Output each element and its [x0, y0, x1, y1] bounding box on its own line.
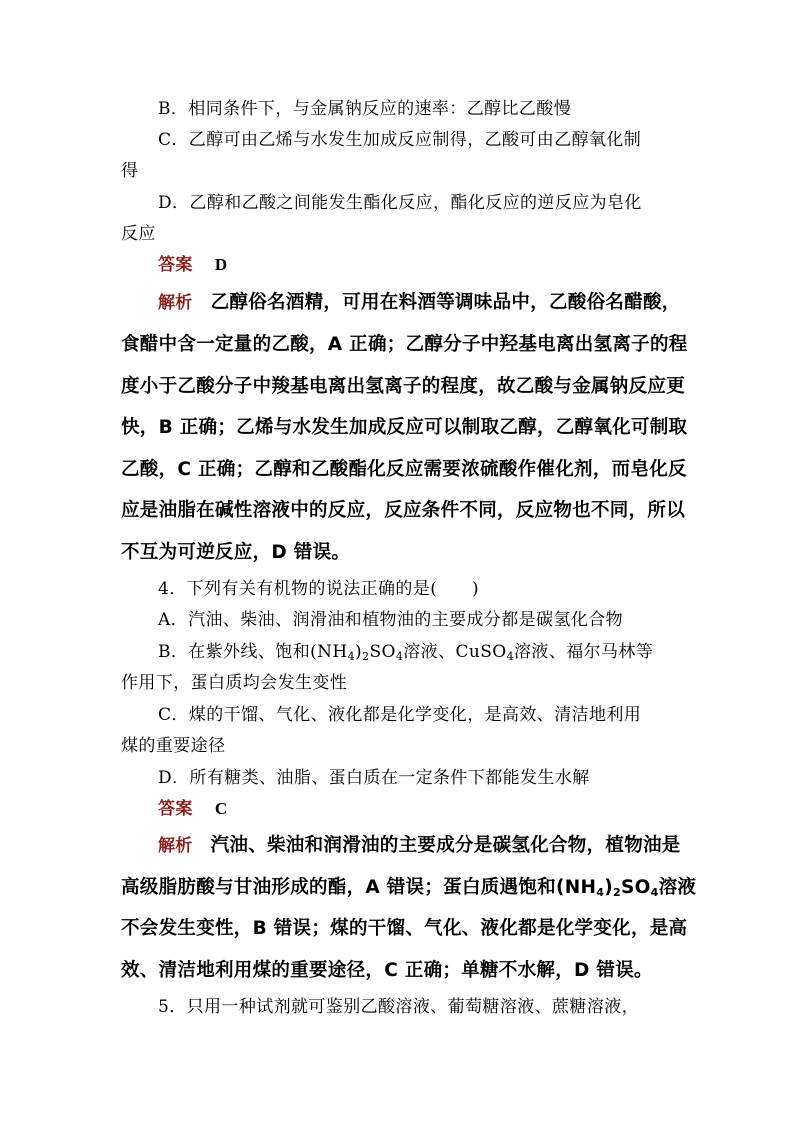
- q4-option-b-line1: B．在紫外线、饱和$(NH_4)_2SO_4$溶液、CuSO$_4$溶液、福尔马林等: [158, 642, 654, 663]
- explanation-label: 解析: [158, 836, 193, 856]
- q4-explanation-line: 高级脂肪酸与甘油形成的酯，A 错误；蛋白质遇饱和$(NH_4)_2SO_4$溶液: [121, 877, 697, 899]
- explanation-label: 解析: [158, 293, 193, 313]
- q3-explanation-line: 乙酸，C 正确；乙醇和乙酸酯化反应需要浓硫酸作催化剂，而皂化反: [121, 459, 687, 480]
- q4-explanation-line: 解析 汽油、柴油和润滑油的主要成分是碳氢化合物，植物油是: [158, 835, 681, 856]
- q3-explanation-line: 不互为可逆反应，D 错误。: [121, 542, 351, 563]
- q3-answer: [158, 254, 228, 276]
- q4-answer: [158, 798, 228, 820]
- q3-explanation-line: 食醋中含一定量的乙酸，A 正确；乙醇分子中羟基电离出氢离子的程: [121, 334, 688, 355]
- q4-option-c-line2: 煤的重要途径: [121, 736, 226, 756]
- q3-option-c-line1: C．乙醇可由乙烯与水发生加成反应制得，乙酸可由乙醇氧化制: [158, 130, 642, 150]
- q4-explanation-line: 效、清洁地利用煤的重要途径，C 正确；单糖不水解，D 错误。: [121, 960, 653, 981]
- q3-explanation-line: 解析 乙醇俗名酒精，可用在料酒等调味品中，乙酸俗名醋酸，: [158, 292, 681, 313]
- q4-option-d: D．所有糖类、油脂、蛋白质在一定条件下都能发生水解: [158, 768, 590, 788]
- q3-option-b: B．相同条件下，与金属钠反应的速率：乙醇比乙酸慢: [158, 99, 572, 119]
- q3-explanation-line: 快，B 正确；乙烯与水发生加成反应可以制取乙醇，乙醇氧化可制取: [121, 417, 688, 438]
- q4-option-c-line1: C．煤的干馏、气化、液化都是化学变化，是高效、清洁地利用: [158, 705, 642, 725]
- q3-explanation-line: 度小于乙酸分子中羧基电离出氢离子的程度，故乙酸与金属钠反应更: [121, 376, 686, 397]
- q3-option-c-line2: 得: [121, 161, 139, 181]
- answer-value: D: [214, 255, 228, 274]
- q4-explanation-line: 不会发生变性，B 错误；煤的干馏、气化、液化都是化学变化，是高: [121, 918, 688, 939]
- q4-option-a: A．汽油、柴油、润滑油和植物油的主要成分都是碳氢化合物: [158, 610, 624, 630]
- answer-value: C: [214, 799, 228, 818]
- q3-option-d-line2: 反应: [121, 224, 156, 244]
- q4-stem: 4．下列有关有机物的说法正确的是( ): [158, 579, 480, 599]
- q4-option-b-line2: 作用下，蛋白质均会发生变性: [121, 673, 348, 693]
- answer-label: 答案: [158, 799, 193, 819]
- q3-explanation-line: 应是油脂在碱性溶液中的反应，反应条件不同，反应物也不同，所以: [121, 500, 686, 521]
- answer-label: 答案: [158, 255, 193, 275]
- q3-option-d-line1: D．乙醇和乙酸之间能发生酯化反应，酯化反应的逆反应为皂化: [158, 193, 642, 213]
- q5-stem: 5．只用一种试剂就可鉴别乙酸溶液、葡萄糖溶液、蔗糖溶液，: [158, 997, 640, 1017]
